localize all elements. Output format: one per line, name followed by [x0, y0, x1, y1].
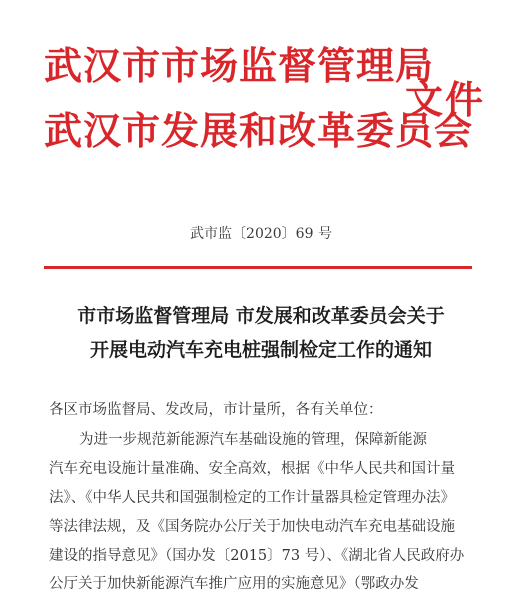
paragraph-line: 等法律法规，及《国务院办公厅关于加快电动汽车充电基础设施: [49, 519, 455, 535]
document-title-line-2: 开展电动汽车充电桩强制检定工作的通知: [89, 339, 432, 361]
document-type-label: 文件: [405, 77, 486, 122]
salutation: 各区市场监督局、发改局，市计量所，各有关单位：: [49, 402, 383, 418]
issuer-name-market-supervision: 武汉市市场监督管理局: [44, 43, 435, 88]
paragraph-line: 汽车充电设施计量准确、安全高效，根据《中华人民共和国计量: [49, 461, 455, 477]
red-divider-line: [44, 266, 472, 269]
document-number: 武市监〔2020〕69 号: [190, 226, 332, 242]
paragraph-line: 法》、《中华人民共和国强制检定的工作计量器具检定管理办法》: [49, 490, 455, 506]
paragraph-line: 公厅关于加快新能源汽车推广应用的实施意见》（鄂政办发: [49, 576, 419, 592]
paragraph-line: 为进一步规范新能源汽车基础设施的管理，保障新能源: [79, 432, 427, 448]
document-title-line-1: 市市场监督管理局 市发展和改革委员会关于: [77, 305, 445, 327]
issuer-name-development-reform: 武汉市发展和改革委员会: [44, 108, 474, 153]
paragraph-line: 建设的指导意见》（国办发〔2015〕73 号）、《湖北省人民政府办: [49, 548, 465, 564]
